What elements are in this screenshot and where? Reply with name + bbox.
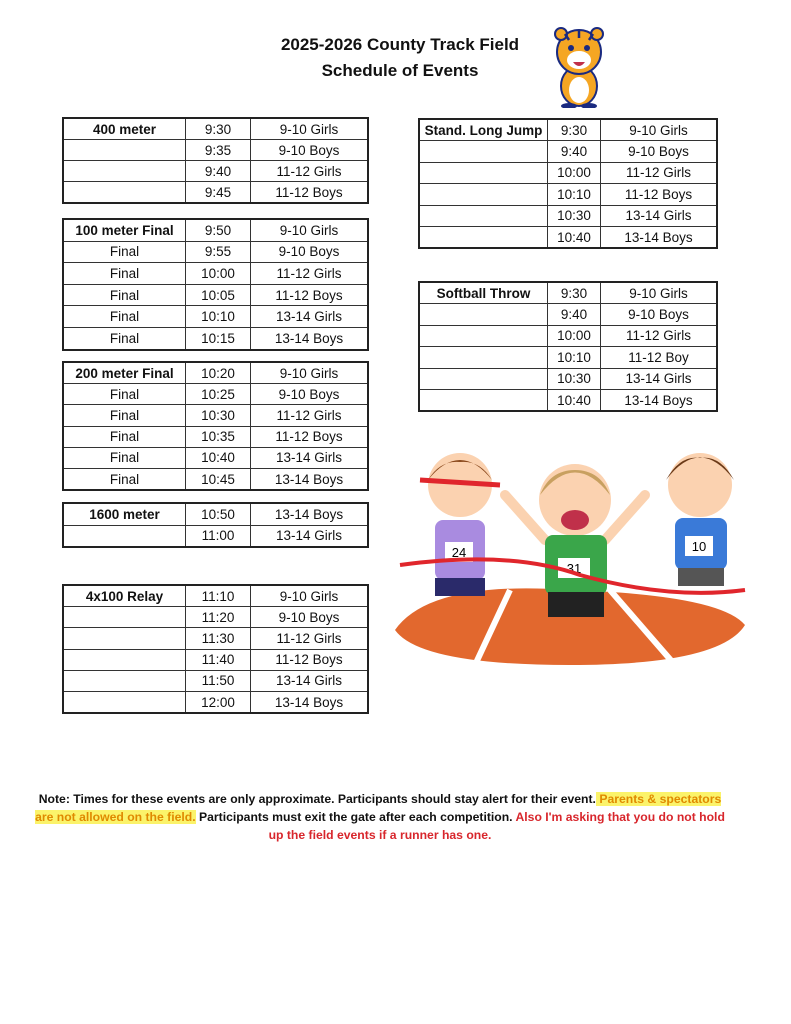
group-cell: 9-10 Girls	[251, 362, 369, 384]
event-cell: Final	[63, 447, 186, 468]
time-cell: 10:20	[186, 362, 251, 384]
schedule-table-4x100-relay	[62, 584, 369, 714]
note-text: Note: Times for these events are only approximate. Participants should stay alert for their event	[38, 792, 593, 806]
table-row	[419, 205, 717, 226]
time-cell: 11:50	[186, 670, 251, 691]
group-cell: 9-10 Girls	[251, 585, 369, 607]
time-cell: 9:30	[548, 119, 601, 141]
group-cell: 13-14 Boys	[601, 226, 718, 248]
event-cell	[63, 140, 186, 161]
group-cell: 11-12 Boy	[601, 347, 718, 368]
schedule-table-400-meter	[62, 117, 369, 204]
time-cell: 12:00	[186, 691, 251, 713]
group-cell: 11-12 Boys	[251, 284, 369, 306]
table-row	[63, 628, 368, 649]
time-cell: 11:30	[186, 628, 251, 649]
time-cell: 10:35	[186, 426, 251, 447]
table-row	[419, 347, 717, 368]
table-row	[63, 607, 368, 628]
event-cell	[419, 141, 548, 162]
time-cell: 10:30	[548, 205, 601, 226]
group-cell: 9-10 Girls	[251, 118, 369, 140]
schedule-table-1600-meter	[62, 502, 369, 548]
event-cell: Final	[63, 327, 186, 349]
title-line-1: 2025-2026 County Track Field	[280, 35, 520, 54]
group-cell: 13-14 Boys	[251, 468, 369, 490]
table-row	[419, 226, 717, 248]
time-cell: 10:40	[548, 226, 601, 248]
group-cell: 9-10 Boys	[251, 384, 369, 405]
table-row	[419, 389, 717, 411]
table-row	[63, 241, 368, 263]
time-cell: 10:00	[548, 325, 601, 346]
table-row	[63, 219, 368, 241]
bib-number-24: 24	[451, 545, 467, 560]
event-cell	[63, 525, 186, 547]
table-row	[63, 468, 368, 490]
time-cell: 10:40	[186, 447, 251, 468]
time-cell: 9:40	[548, 304, 601, 325]
time-cell: 10:10	[548, 184, 601, 205]
group-cell: 9-10 Girls	[601, 282, 718, 304]
title-line-2: Schedule of Events	[321, 61, 479, 80]
event-cell	[63, 182, 186, 204]
event-cell	[419, 162, 548, 183]
event-cell: Final	[63, 284, 186, 306]
group-cell: 9-10 Girls	[251, 219, 369, 241]
table-row	[63, 585, 368, 607]
event-cell	[63, 161, 186, 182]
event-cell: 4x100 Relay	[63, 585, 186, 607]
time-cell: 11:40	[186, 649, 251, 670]
event-cell: Final	[63, 468, 186, 490]
group-cell: 9-10 Girls	[601, 119, 718, 141]
event-cell	[419, 368, 548, 389]
group-cell: 13-14 Boys	[251, 327, 369, 349]
group-cell: 11-12 Girls	[251, 161, 369, 182]
note-highlight-text: Parents & spectators are not allowed on the field.	[35, 792, 722, 824]
group-cell: 11-12 Girls	[251, 405, 369, 426]
time-cell: 10:45	[186, 468, 251, 490]
time-cell: 10:30	[548, 368, 601, 389]
schedule-table-200-meter-final	[62, 361, 369, 491]
group-cell: 13-14 Girls	[251, 306, 369, 328]
table-row	[63, 447, 368, 468]
event-cell	[419, 184, 548, 205]
event-cell	[419, 325, 548, 346]
time-cell: 10:05	[186, 284, 251, 306]
event-cell: Final	[63, 241, 186, 263]
time-cell: 10:50	[186, 503, 251, 525]
event-cell: Stand. Long Jump	[419, 119, 548, 141]
time-cell: 9:50	[186, 219, 251, 241]
table-row	[63, 362, 368, 384]
event-cell	[63, 691, 186, 713]
event-cell: Final	[63, 384, 186, 405]
table-row	[419, 162, 717, 183]
time-cell: 11:20	[186, 607, 251, 628]
event-cell	[419, 389, 548, 411]
group-cell: 9-10 Boys	[601, 304, 718, 325]
event-cell: Softball Throw	[419, 282, 548, 304]
group-cell: 13-14 Girls	[601, 205, 718, 226]
table-row	[63, 691, 368, 713]
event-cell	[419, 226, 548, 248]
note-period: .	[592, 792, 596, 806]
table-row	[63, 140, 368, 161]
group-cell: 13-14 Girls	[251, 670, 369, 691]
time-cell: 9:55	[186, 241, 251, 263]
note-text-2: Participants must exit the gate after each competition.	[195, 810, 513, 824]
table-row	[63, 327, 368, 349]
event-cell: 100 meter Final	[63, 219, 186, 241]
bib-number-31: 31	[566, 561, 582, 576]
event-cell	[419, 304, 548, 325]
time-cell: 10:40	[548, 389, 601, 411]
bib-number-10: 10	[691, 539, 707, 554]
time-cell: 9:45	[186, 182, 251, 204]
note-red-text: Also I'm asking that you do not hold up the field events if a runner has one.	[268, 810, 725, 842]
table-row	[63, 503, 368, 525]
time-cell: 11:00	[186, 525, 251, 547]
running-kids-illustration	[390, 440, 750, 670]
group-cell: 11-12 Boys	[251, 182, 369, 204]
table-row	[63, 182, 368, 204]
table-row	[63, 161, 368, 182]
time-cell: 11:10	[186, 585, 251, 607]
group-cell: 13-14 Boys	[251, 691, 369, 713]
time-cell: 10:10	[548, 347, 601, 368]
table-row	[63, 405, 368, 426]
event-cell: Final	[63, 263, 186, 285]
time-cell: 9:40	[186, 161, 251, 182]
table-row	[63, 263, 368, 285]
group-cell: 11-12 Boys	[251, 649, 369, 670]
time-cell: 10:00	[548, 162, 601, 183]
group-cell: 11-12 Boys	[251, 426, 369, 447]
time-cell: 10:30	[186, 405, 251, 426]
group-cell: 11-12 Boys	[601, 184, 718, 205]
group-cell: 9-10 Boys	[251, 241, 369, 263]
event-cell	[63, 670, 186, 691]
table-row	[419, 141, 717, 162]
event-cell	[63, 628, 186, 649]
schedule-table-softball-throw	[418, 281, 718, 412]
table-row	[419, 119, 717, 141]
time-cell: 9:30	[548, 282, 601, 304]
event-cell: Final	[63, 306, 186, 328]
event-cell: 200 meter Final	[63, 362, 186, 384]
table-row	[63, 384, 368, 405]
group-cell: 9-10 Boys	[601, 141, 718, 162]
group-cell: 11-12 Girls	[601, 162, 718, 183]
table-row	[419, 368, 717, 389]
table-row	[63, 306, 368, 328]
time-cell: 9:30	[186, 118, 251, 140]
event-cell: Final	[63, 426, 186, 447]
time-cell: 10:10	[186, 306, 251, 328]
group-cell: 9-10 Boys	[251, 140, 369, 161]
group-cell: 13-14 Girls	[251, 525, 369, 547]
time-cell: 10:15	[186, 327, 251, 349]
event-cell: Final	[63, 405, 186, 426]
table-row	[63, 118, 368, 140]
table-row	[419, 304, 717, 325]
event-cell	[63, 607, 186, 628]
group-cell: 9-10 Boys	[251, 607, 369, 628]
group-cell: 13-14 Boys	[251, 503, 369, 525]
table-row	[63, 649, 368, 670]
table-row	[63, 284, 368, 306]
event-cell	[63, 649, 186, 670]
group-cell: 13-14 Boys	[601, 389, 718, 411]
time-cell: 10:00	[186, 263, 251, 285]
table-row	[63, 525, 368, 547]
schedule-table-stand-long-jump	[418, 118, 718, 249]
table-row	[419, 325, 717, 346]
note-paragraph	[30, 790, 730, 844]
group-cell: 11-12 Girls	[601, 325, 718, 346]
table-row	[63, 426, 368, 447]
group-cell: 11-12 Girls	[251, 628, 369, 649]
group-cell: 13-14 Girls	[251, 447, 369, 468]
table-row	[63, 670, 368, 691]
group-cell: 13-14 Girls	[601, 368, 718, 389]
event-cell	[419, 347, 548, 368]
table-row	[419, 184, 717, 205]
schedule-table-100-meter-final	[62, 218, 369, 351]
table-row	[419, 282, 717, 304]
event-cell: 1600 meter	[63, 503, 186, 525]
event-cell	[419, 205, 548, 226]
page-title	[250, 32, 550, 84]
time-cell: 9:35	[186, 140, 251, 161]
time-cell: 10:25	[186, 384, 251, 405]
tiger-mascot-icon	[543, 24, 615, 108]
event-cell: 400 meter	[63, 118, 186, 140]
group-cell: 11-12 Girls	[251, 263, 369, 285]
time-cell: 9:40	[548, 141, 601, 162]
